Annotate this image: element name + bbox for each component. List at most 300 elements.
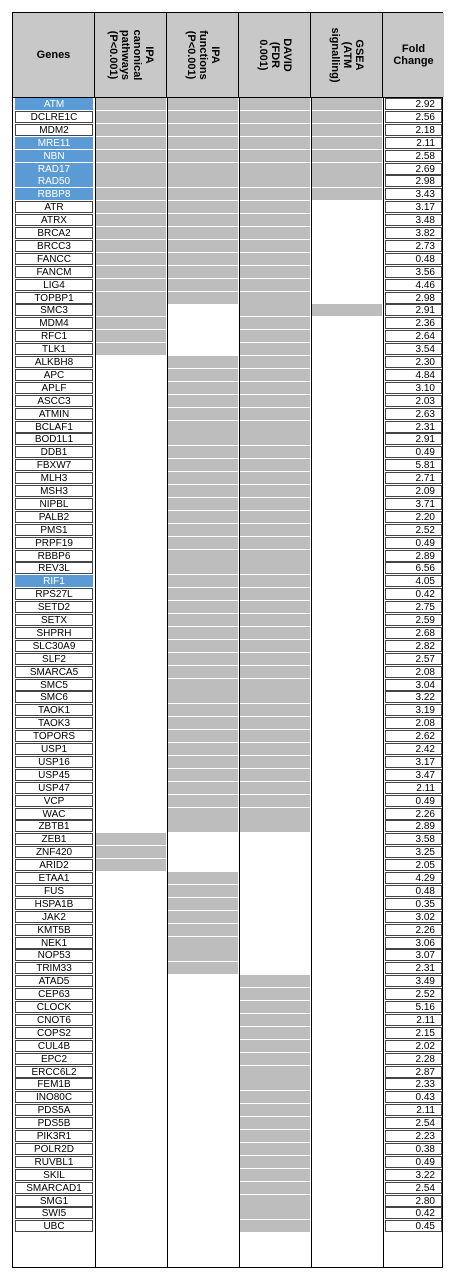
membership-mark xyxy=(96,188,166,200)
membership-mark xyxy=(96,317,166,329)
gene-name: SWI5 xyxy=(15,1207,93,1219)
gene-name: RFC1 xyxy=(15,330,93,342)
membership-mark xyxy=(168,962,238,974)
membership-mark xyxy=(168,150,238,162)
membership-mark xyxy=(96,111,166,123)
gene-name: DDB1 xyxy=(15,446,93,458)
fold-change-value: 3.56 xyxy=(385,266,442,278)
table-row xyxy=(13,743,442,755)
membership-mark xyxy=(168,163,238,175)
membership-mark xyxy=(240,1078,310,1090)
fold-change-value: 2.18 xyxy=(385,124,442,136)
membership-mark xyxy=(240,1195,310,1207)
header-ipa-functions-label: IPA functions (P<0.001) xyxy=(184,30,221,80)
gene-name: PALB2 xyxy=(15,511,93,523)
membership-mark xyxy=(240,627,310,639)
fold-change-value: 3.22 xyxy=(385,1169,442,1181)
fold-change-value: 5.16 xyxy=(385,1001,442,1013)
fold-change-value: 2.69 xyxy=(385,163,442,175)
table-header xyxy=(13,13,442,97)
table-row xyxy=(13,962,442,974)
membership-mark xyxy=(168,111,238,123)
fold-change-value: 3.22 xyxy=(385,691,442,703)
gene-name: CUL4B xyxy=(15,1040,93,1052)
membership-mark xyxy=(240,704,310,716)
gene-name: RAD50 xyxy=(15,175,93,187)
membership-mark xyxy=(168,472,238,484)
gene-name: BCLAF1 xyxy=(15,421,93,433)
membership-mark xyxy=(240,743,310,755)
membership-mark xyxy=(168,227,238,239)
membership-mark xyxy=(240,679,310,691)
table-row xyxy=(13,330,442,342)
membership-mark xyxy=(240,562,310,574)
table-row xyxy=(13,137,442,149)
gene-name: MSH3 xyxy=(15,485,93,497)
header-genes xyxy=(13,13,95,97)
membership-mark xyxy=(240,253,310,265)
table-row xyxy=(13,588,442,600)
table-row xyxy=(13,1156,442,1168)
table-row xyxy=(13,679,442,691)
fold-change-value: 3.43 xyxy=(385,188,442,200)
table-row xyxy=(13,833,442,845)
table-row xyxy=(13,1027,442,1039)
fold-change-value: 3.58 xyxy=(385,833,442,845)
gene-name: ZEB1 xyxy=(15,833,93,845)
table-row xyxy=(13,653,442,665)
membership-mark xyxy=(168,214,238,226)
membership-mark xyxy=(240,769,310,781)
fold-change-value: 2.68 xyxy=(385,627,442,639)
table-row xyxy=(13,163,442,175)
column-divider xyxy=(167,98,168,1267)
table-row xyxy=(13,124,442,136)
membership-mark xyxy=(312,188,382,200)
membership-mark xyxy=(168,717,238,729)
table-row xyxy=(13,227,442,239)
gene-name: ALKBH8 xyxy=(15,356,93,368)
membership-mark xyxy=(240,1117,310,1129)
membership-mark xyxy=(168,279,238,291)
table-row xyxy=(13,214,442,226)
fold-change-value: 2.09 xyxy=(385,485,442,497)
gene-name: SETD2 xyxy=(15,601,93,613)
membership-mark xyxy=(240,408,310,420)
table-row xyxy=(13,304,442,316)
membership-mark xyxy=(96,98,166,110)
fold-change-value: 2.30 xyxy=(385,356,442,368)
membership-mark xyxy=(168,872,238,884)
membership-mark xyxy=(240,395,310,407)
membership-mark xyxy=(168,898,238,910)
membership-mark xyxy=(168,575,238,587)
membership-mark xyxy=(240,317,310,329)
membership-mark xyxy=(240,1143,310,1155)
gene-name: CNOT6 xyxy=(15,1014,93,1026)
gene-name: TAOK3 xyxy=(15,717,93,729)
fold-change-value: 0.42 xyxy=(385,1207,442,1219)
membership-mark xyxy=(96,214,166,226)
membership-mark xyxy=(96,833,166,845)
gene-name: CEP63 xyxy=(15,988,93,1000)
header-genes-label: Genes xyxy=(36,49,71,61)
fold-change-value: 2.42 xyxy=(385,743,442,755)
membership-mark xyxy=(240,124,310,136)
membership-mark xyxy=(168,537,238,549)
gene-name: BRCC3 xyxy=(15,240,93,252)
table-row xyxy=(13,808,442,820)
fold-change-value: 2.08 xyxy=(385,717,442,729)
table-row xyxy=(13,279,442,291)
table-row xyxy=(13,988,442,1000)
membership-mark xyxy=(240,730,310,742)
table-row xyxy=(13,1040,442,1052)
membership-mark xyxy=(240,988,310,1000)
membership-mark xyxy=(240,1066,310,1078)
membership-mark xyxy=(240,175,310,187)
column-divider xyxy=(239,98,240,1267)
table-row xyxy=(13,691,442,703)
column-divider xyxy=(311,98,312,1267)
table-row xyxy=(13,911,442,923)
membership-mark xyxy=(168,730,238,742)
gene-name: SMG1 xyxy=(15,1195,93,1207)
gene-name: HSPA1B xyxy=(15,898,93,910)
gene-name: TRIM33 xyxy=(15,962,93,974)
membership-mark xyxy=(240,756,310,768)
fold-change-value: 2.26 xyxy=(385,808,442,820)
fold-change-value: 2.54 xyxy=(385,1117,442,1129)
gene-name: MRE11 xyxy=(15,137,93,149)
membership-mark xyxy=(240,1104,310,1116)
fold-change-value: 0.38 xyxy=(385,1143,442,1155)
table-row xyxy=(13,898,442,910)
gene-name: BRCA2 xyxy=(15,227,93,239)
fold-change-value: 3.71 xyxy=(385,498,442,510)
membership-mark xyxy=(168,382,238,394)
fold-change-value: 2.15 xyxy=(385,1027,442,1039)
header-ipa-canonical-label: IPA canonical pathways (P<0.001) xyxy=(106,29,155,81)
gene-name: RUVBL1 xyxy=(15,1156,93,1168)
membership-mark xyxy=(168,395,238,407)
membership-mark xyxy=(168,498,238,510)
fold-change-value: 2.23 xyxy=(385,1130,442,1142)
table-row xyxy=(13,1091,442,1103)
membership-mark xyxy=(168,911,238,923)
membership-mark xyxy=(168,782,238,794)
gene-name: ATMIN xyxy=(15,408,93,420)
fold-change-value: 0.49 xyxy=(385,446,442,458)
membership-mark xyxy=(240,691,310,703)
gene-name: LIG4 xyxy=(15,279,93,291)
table-row xyxy=(13,640,442,652)
fold-change-value: 2.02 xyxy=(385,1040,442,1052)
gene-name: ATR xyxy=(15,201,93,213)
gene-name: COPS2 xyxy=(15,1027,93,1039)
membership-mark xyxy=(240,1220,310,1232)
fold-change-value: 2.58 xyxy=(385,150,442,162)
table-row xyxy=(13,1182,442,1194)
table-row xyxy=(13,1066,442,1078)
fold-change-value: 2.11 xyxy=(385,782,442,794)
table-row xyxy=(13,266,442,278)
membership-mark xyxy=(240,1001,310,1013)
membership-mark xyxy=(240,717,310,729)
gene-name: NOP53 xyxy=(15,949,93,961)
gene-name: CLOCK xyxy=(15,1001,93,1013)
membership-mark xyxy=(168,666,238,678)
gene-name: ZNF420 xyxy=(15,846,93,858)
table-row xyxy=(13,666,442,678)
membership-mark xyxy=(240,537,310,549)
table-row xyxy=(13,562,442,574)
gene-name: ATM xyxy=(15,98,93,110)
gene-name: TOPBP1 xyxy=(15,292,93,304)
membership-mark xyxy=(240,201,310,213)
membership-mark xyxy=(168,614,238,626)
fold-change-value: 4.46 xyxy=(385,279,442,291)
fold-change-value: 0.48 xyxy=(385,253,442,265)
membership-mark xyxy=(240,240,310,252)
fold-change-value: 0.43 xyxy=(385,1091,442,1103)
membership-mark xyxy=(168,369,238,381)
membership-mark xyxy=(240,433,310,445)
gene-name: ARID2 xyxy=(15,859,93,871)
header-fold-change xyxy=(383,13,444,97)
fold-change-value: 2.89 xyxy=(385,820,442,832)
membership-mark xyxy=(240,1130,310,1142)
membership-mark xyxy=(240,1207,310,1219)
fold-change-value: 3.10 xyxy=(385,382,442,394)
header-ipa-canonical xyxy=(95,13,167,97)
table-row xyxy=(13,975,442,987)
table-row xyxy=(13,111,442,123)
membership-mark xyxy=(168,795,238,807)
gene-name: BOD1L1 xyxy=(15,433,93,445)
gene-name: MDM2 xyxy=(15,124,93,136)
table-row xyxy=(13,937,442,949)
gene-name: NBN xyxy=(15,150,93,162)
gene-name: MDM4 xyxy=(15,317,93,329)
table-row xyxy=(13,859,442,871)
fold-change-value: 2.11 xyxy=(385,137,442,149)
fold-change-value: 2.87 xyxy=(385,1066,442,1078)
gene-name: ASCC3 xyxy=(15,395,93,407)
membership-mark xyxy=(168,756,238,768)
table-row xyxy=(13,1130,442,1142)
membership-mark xyxy=(240,550,310,562)
membership-mark xyxy=(240,421,310,433)
table-row xyxy=(13,395,442,407)
membership-mark xyxy=(240,795,310,807)
membership-mark xyxy=(312,98,382,110)
gene-name: JAK2 xyxy=(15,911,93,923)
table-row xyxy=(13,421,442,433)
membership-mark xyxy=(240,98,310,110)
membership-mark xyxy=(240,266,310,278)
fold-change-value: 2.62 xyxy=(385,730,442,742)
membership-mark xyxy=(240,524,310,536)
table-row xyxy=(13,717,442,729)
gene-name: VCP xyxy=(15,795,93,807)
membership-mark xyxy=(240,782,310,794)
table-row xyxy=(13,537,442,549)
table-row xyxy=(13,782,442,794)
membership-mark xyxy=(168,433,238,445)
membership-mark xyxy=(240,1156,310,1168)
gene-name: MLH3 xyxy=(15,472,93,484)
gene-name: FUS xyxy=(15,885,93,897)
gene-name: FANCM xyxy=(15,266,93,278)
gene-name: FEM1B xyxy=(15,1078,93,1090)
membership-mark xyxy=(240,304,310,316)
table-row xyxy=(13,846,442,858)
membership-mark xyxy=(96,163,166,175)
fold-change-value: 2.52 xyxy=(385,524,442,536)
fold-change-value: 3.02 xyxy=(385,911,442,923)
membership-mark xyxy=(168,459,238,471)
table-row xyxy=(13,756,442,768)
gene-name: KMT5B xyxy=(15,924,93,936)
membership-mark xyxy=(240,227,310,239)
fold-change-value: 0.49 xyxy=(385,537,442,549)
table-row xyxy=(13,1001,442,1013)
fold-change-value: 3.19 xyxy=(385,704,442,716)
gene-name: EPC2 xyxy=(15,1053,93,1065)
membership-mark xyxy=(312,175,382,187)
membership-mark xyxy=(168,292,238,304)
membership-mark xyxy=(96,137,166,149)
fold-change-value: 4.29 xyxy=(385,872,442,884)
fold-change-value: 2.91 xyxy=(385,304,442,316)
fold-change-value: 2.31 xyxy=(385,421,442,433)
membership-mark xyxy=(240,111,310,123)
membership-mark xyxy=(168,446,238,458)
table-row xyxy=(13,924,442,936)
gene-name: RBBP8 xyxy=(15,188,93,200)
membership-mark xyxy=(168,485,238,497)
gene-name: ETAA1 xyxy=(15,872,93,884)
fold-change-value: 2.20 xyxy=(385,511,442,523)
fold-change-value: 3.47 xyxy=(385,769,442,781)
membership-mark xyxy=(240,498,310,510)
gene-name: RPS27L xyxy=(15,588,93,600)
table-row xyxy=(13,627,442,639)
gene-name: ATAD5 xyxy=(15,975,93,987)
membership-mark xyxy=(168,601,238,613)
membership-mark xyxy=(96,227,166,239)
membership-mark xyxy=(168,562,238,574)
table-row xyxy=(13,240,442,252)
membership-mark xyxy=(168,820,238,832)
table-row xyxy=(13,769,442,781)
table-row xyxy=(13,292,442,304)
gene-name: ERCC6L2 xyxy=(15,1066,93,1078)
membership-mark xyxy=(240,588,310,600)
membership-mark xyxy=(168,524,238,536)
table-row xyxy=(13,795,442,807)
membership-mark xyxy=(240,653,310,665)
membership-mark xyxy=(168,175,238,187)
table-row xyxy=(13,408,442,420)
gene-name: UBC xyxy=(15,1220,93,1232)
gene-name: SKIL xyxy=(15,1169,93,1181)
fold-change-value: 3.54 xyxy=(385,343,442,355)
gene-name: TAOK1 xyxy=(15,704,93,716)
membership-mark xyxy=(240,163,310,175)
gene-name: APC xyxy=(15,369,93,381)
membership-mark xyxy=(96,240,166,252)
gene-name: FBXW7 xyxy=(15,459,93,471)
header-ipa-functions xyxy=(167,13,239,97)
table-row xyxy=(13,1014,442,1026)
membership-mark xyxy=(168,253,238,265)
fold-change-value: 2.05 xyxy=(385,859,442,871)
membership-mark xyxy=(168,201,238,213)
fold-change-value: 2.31 xyxy=(385,962,442,974)
membership-mark xyxy=(168,588,238,600)
table-row xyxy=(13,446,442,458)
membership-mark xyxy=(240,601,310,613)
fold-change-value: 2.36 xyxy=(385,317,442,329)
gene-name: PMS1 xyxy=(15,524,93,536)
table-row xyxy=(13,1104,442,1116)
gene-name: PRPF19 xyxy=(15,537,93,549)
membership-mark xyxy=(96,343,166,355)
membership-mark xyxy=(240,1182,310,1194)
table-row xyxy=(13,382,442,394)
fold-change-value: 3.48 xyxy=(385,214,442,226)
fold-change-value: 2.80 xyxy=(385,1195,442,1207)
fold-change-value: 2.63 xyxy=(385,408,442,420)
membership-mark xyxy=(240,975,310,987)
gene-name: SLF2 xyxy=(15,653,93,665)
fold-change-value: 3.06 xyxy=(385,937,442,949)
fold-change-value: 2.92 xyxy=(385,98,442,110)
table-row xyxy=(13,1078,442,1090)
gene-name: USP1 xyxy=(15,743,93,755)
membership-mark xyxy=(240,382,310,394)
table-row xyxy=(13,575,442,587)
membership-mark xyxy=(168,704,238,716)
membership-mark xyxy=(96,175,166,187)
gene-name: USP47 xyxy=(15,782,93,794)
fold-change-value: 0.42 xyxy=(385,588,442,600)
table-row xyxy=(13,343,442,355)
gene-name: TOPORS xyxy=(15,730,93,742)
fold-change-value: 3.17 xyxy=(385,756,442,768)
fold-change-value: 3.07 xyxy=(385,949,442,961)
gene-name: PDS5A xyxy=(15,1104,93,1116)
table-row xyxy=(13,511,442,523)
gene-name: NIPBL xyxy=(15,498,93,510)
membership-mark xyxy=(240,808,310,820)
table-row xyxy=(13,253,442,265)
table-row xyxy=(13,885,442,897)
table-row xyxy=(13,201,442,213)
table-row xyxy=(13,98,442,110)
gene-table xyxy=(12,12,443,1268)
table-row xyxy=(13,1207,442,1219)
membership-mark xyxy=(168,356,238,368)
membership-mark xyxy=(312,111,382,123)
fold-change-value: 2.64 xyxy=(385,330,442,342)
fold-change-value: 2.11 xyxy=(385,1014,442,1026)
membership-mark xyxy=(168,653,238,665)
membership-mark xyxy=(240,330,310,342)
membership-mark xyxy=(168,743,238,755)
